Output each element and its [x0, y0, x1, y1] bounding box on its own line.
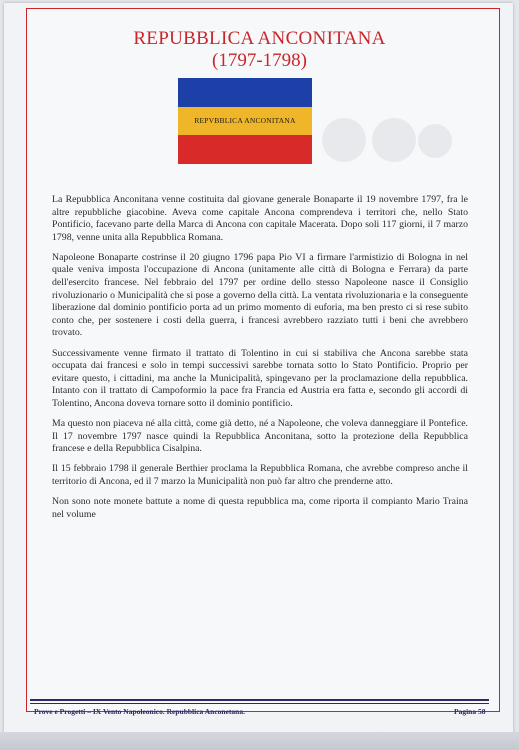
faded-coin-image [322, 118, 366, 162]
paragraph: Non sono note monete battute a nome di questa repubblica ma, come riporta il compianto Mario Traina nel volume [52, 495, 468, 520]
paragraph: Il 15 febbraio 1798 il generale Berthier proclama la Repubblica Romana, che avrebbe compreso anche il territorio di Ancona, ed il 7 marzo la Municipalità non può far altro che prenderne atto. [52, 463, 468, 487]
paragraph: La Repubblica Anconitana venne costituita dal giovane generale Bonaparte il 19 novembre 1797, fra le altre repubbliche giacobine. Aveva come capitale Ancona comprendeva i territori che, nello Stato Pontificio, facevano parte della Marca di Ancona con capitale Macerata. Dopo soli 117 giorni, il 7 marzo 1798, venne unita alla Repubblica Romana. [52, 194, 468, 243]
footer-rule [30, 699, 489, 701]
faded-coin-image [372, 118, 416, 162]
page-title: REPUBBLICA ANCONITANA [133, 28, 386, 49]
flag-band-red [178, 135, 312, 164]
faded-coin-image [418, 124, 452, 158]
article-body [52, 194, 468, 529]
flag-inscription: REPVBBLICA ANCONITANA [194, 116, 296, 126]
page-number: Pagina 58 [454, 707, 486, 716]
paragraph: Successivamente venne firmato il trattato di Tolentino in cui si stabiliva che Ancona sarebbe stata occupata dai francesi e solo in tempi successivi sarebbe tornata sotto lo Stato Pontificio. Proprio per evitare questo, i cittadini, ma anche la Municipalità, spingevano per la proclamazione della repubblica. Intanto con il trattato di Campoformio la pace fra Francia ed Austria era fatta e, secondo gli accordi di Tolentino, Ancona doveva tornare sotto il dominio pontificio. [52, 347, 468, 409]
footer-rule [30, 703, 489, 704]
flag-band-yellow [178, 107, 312, 136]
flag-band-blue [178, 78, 312, 107]
paragraph: Ma questo non piaceva né alla città, come già detto, né a Napoleone, che voleva danneggiare il Pontefice. Il 17 novembre 1797 nasce quindi la Repubblica Anconitana, sotto la protezione della Repubblica francese e della Repubblica Cisalpina. [52, 418, 468, 455]
republic-flag [178, 78, 312, 164]
paragraph: Napoleone Bonaparte costrinse il 20 giugno 1796 papa Pio VI a firmare l'armistizio di Bologna in nel quale veniva imposta l'occupazione di Ancona (unitamente alle città di Bologna e Ferrara) da parte dell'esercito francese. Nel febbraio del 1797 per ordine dello stesso Napoleone nasce il Consiglio rivoluzionario o Municipalità che si pose a governo della città. La ventata rivoluzionaria e la conseguente liberazione dal dominio pontificio porta ad un primo momento di euforia, ma ben presto ci si rese subito conto che, per sostenere i costi della guerra, i francesi avrebbero razziato tutti i beni che avrebbero trovato. [52, 251, 468, 339]
footer-publication: Prove e Progetti – IX Vento Napoleonico. Repubblica Anconetana. [34, 707, 245, 716]
binder-edge [0, 732, 519, 750]
page-subtitle: (1797-1798) [212, 50, 307, 71]
